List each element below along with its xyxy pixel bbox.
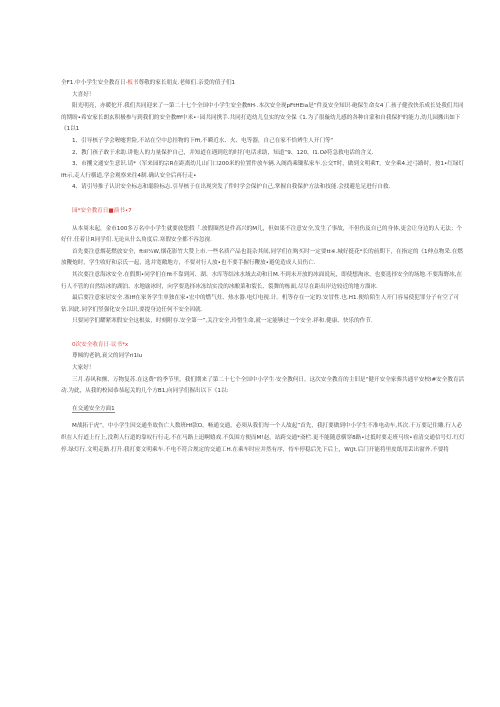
- paragraph-3-2: M战拓于虎“，中小学生因交通坐故伤亡人数班Hf款O，畅通交通，必须从我们每一个人故起”首先，我打要做到中小学生不准电动车,其次.千万要记住雕.行人必织在人行道上行上,没利人行道的靠叹行行走,不在马路上迅啊嬉戏.不负围方便而M!赵，站跨交通*斋栏.更不能随意横穿8路•过抵时要走班马埃•看清交通信号灯.红灯停.绿灯行.文明走路.打升.我打要文明乘车.不电不符合规定的交通工H.在乘车时应并然有序，恃车停稳后先下后上，W(Jt.后门开能将里皮纸用丢出窗外.不要将: [61, 423, 465, 453]
- list-item-2: 2、教门孩子敢于求助.讲他人的力量保护自己，并知道在遇到危的时打电话求助，知道“9、120、I1.O∂符急救电话的含义.: [72, 149, 374, 156]
- paragraph-2-5: 只要同学们耀紧寒假安全这根弦，时刻附存.安全第一”,关注安全,玲惜生命,就一定能够过一个安全.祥和.健康、快乐的作节.: [72, 318, 373, 325]
- paragraph-2-3: 其次要注意海冰安全.在假期•同学们在fit不靠到河、湖、水库等结冰水域去动和日M.不到未开放的冰面说玩，即使想淘冰，也要选择安全的场地.不要海野冰,在行人不管的自然结冰的湖泊、水地谕冰时，向学要选择冰冻结实没的冰酿菜和裂长、裂舞的栋面,尽尽在距出岸边较近的地方溜冰.: [61, 271, 463, 290]
- title-suffix: 尊敬的家长朋友.老师们.亲爱的值子们1: [138, 80, 236, 86]
- list-item-4: 4、请引导推子认识安全标志和聪险标志.引导核于在出现突发了件时学会保护自己,掌握自我保护方法和技能.会找避危足进行自救.: [72, 184, 391, 191]
- greeting-3: 大家好！: [72, 365, 95, 372]
- list-item-3: 3、市攫文通安生意识.请*（军来园的宗R在距离幼儿山门口200米的位置件放车辆.入阁尚乘锄私家车.公交T时，做到文明乘T，安全乘4.过弓路时，按1•红绿灯Ift示,走人行横道,学会观察来往4制.确认安全后再行走•: [61, 161, 465, 179]
- paragraph-intro-1: 阳光明亮，亦暖佗开.我们共同迎来了一第二十七个全国中小学生安全教fiH·.本次安全现pFtHEia是“件及安全知识·砲保生命女4丁.孩子健孜快乐成长处我们共同的期盼•希安家长朗玄积极参与到我们的安全教fff中米•◦园共同携手.共同打造幼儿皇实的安全保《1.为了很璇幼儿感的各种自蒙和自我保护的能力,幼儿园搬出如下《1以1: [61, 103, 464, 133]
- subheading-traffic: [61, 404, 466, 416]
- section-heading-3: 0次安全收育日·议书*x: [72, 341, 129, 348]
- list-item-1: 1、引导核子学会喔嚏世险,不站在空中总挂物的下ffi,不瞬近水、火、电等器，自己在家不恰辨生人开门等“: [72, 137, 334, 144]
- title-prefix: 全F1.中小学生安全教育日·: [61, 80, 128, 86]
- greeting-1: 大喜好！: [72, 91, 95, 98]
- paragraph-2-4: 最后要注意家居安全.塞Iff在家务学生单独在家•宏中的燃气灶、热水器.电灯电视.计。机等存在一定的.安冒性.也.H1.便给陌生人开门容易使犯罪分子有空了可钻.因此.同学们竖强化安全以识,要提身边任何不安全因就.: [61, 295, 460, 313]
- salutation-3: 尊倾的老钠,衰父的同学ri1lu: [72, 353, 143, 360]
- subheading-traffic-text: 在交通安全方面1: [72, 405, 115, 412]
- paragraph-2-1: 从本周末起，金市100多万名中小学生就要放您假「.放假圈然是件高兴的M儿，但如果不注意安全,发生了事故，不但伤及自已的身体,更会让身边的人无法；个好什.任着让R同学们.无论从什么角度后.寒假安全都不容忽视.: [61, 225, 463, 244]
- title-highlight: 板书: [127, 80, 139, 86]
- document-title: [61, 78, 466, 90]
- section-heading-2: 园*安全教育日■演书•7: [72, 207, 132, 214]
- paragraph-2-2: 首先要注意烟花燃放安全，ftiiI¼W,烟花影竹大赞上市.一些名质产品也混杂其间,同学们在购买时一定要tt※.城好挺花*长的前期下，在指定的《1伸点物采.在燃放鞭炮时，学生收好和京氏一起，选并宽敞地方，不要对行人放•也不要手握行鞭放•避免造成人员伤亡.: [61, 248, 463, 267]
- paragraph-3-1: 三月.春风和颤、万物复苏.在这费“的季节里，我们期来了第二十七个全国中小学生·安全教何日。这次安全教育的主旧是“健开安全家葬共通平安校l#安全教育活动.为此，从我的校园恭恭起关的几个方B1,向同学们握出以下《1以:: [61, 376, 465, 395]
